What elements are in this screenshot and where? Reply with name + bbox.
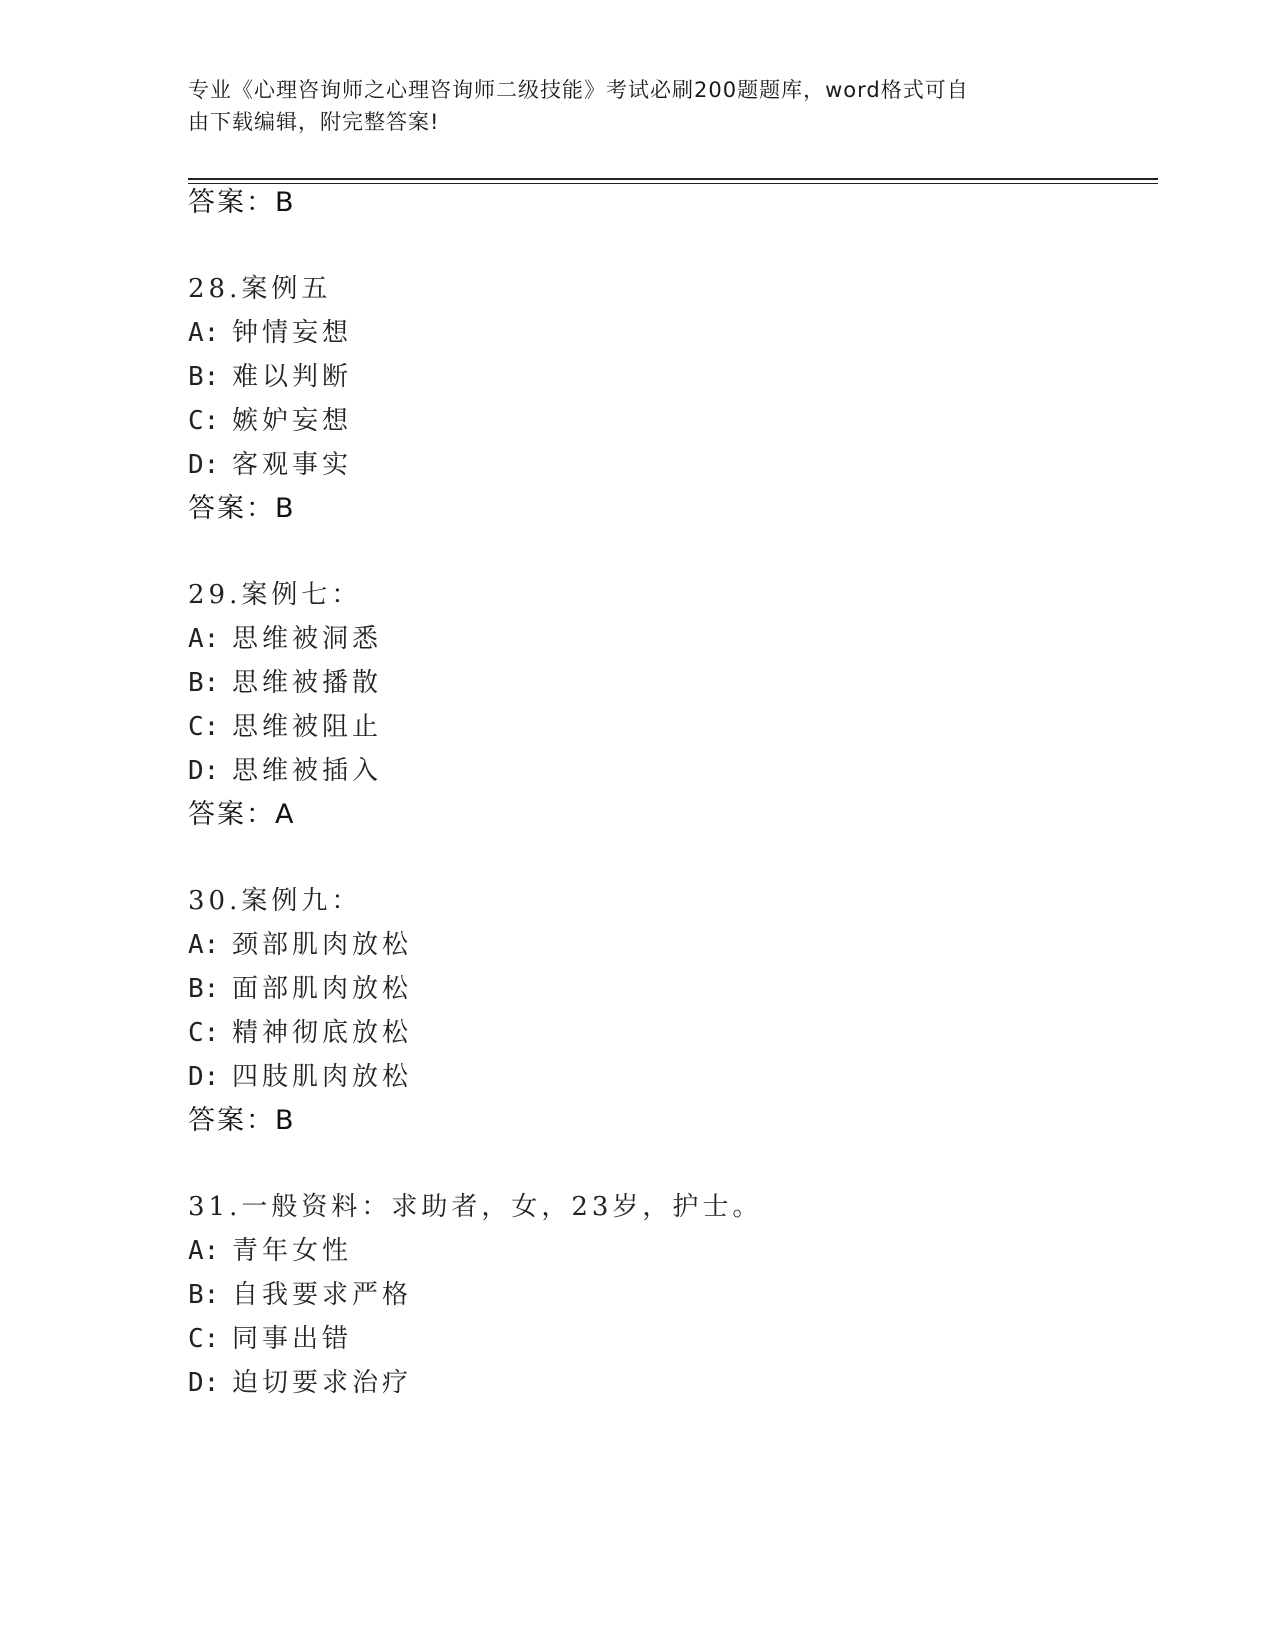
option-c bbox=[188, 404, 352, 438]
option-text: 嫉妒妄想 bbox=[232, 406, 353, 436]
answer-line: 答案：B bbox=[188, 493, 296, 524]
option-letter: C: bbox=[188, 1324, 220, 1354]
option-text: 精神彻底放松 bbox=[232, 1018, 413, 1048]
option-letter: A: bbox=[188, 930, 220, 960]
option-text: 难以判断 bbox=[232, 362, 353, 392]
document-header bbox=[188, 74, 1068, 138]
option-letter: B: bbox=[188, 668, 220, 698]
header-line-2: 由下载编辑，附完整答案! bbox=[188, 110, 440, 134]
answer-line: 答案：A bbox=[188, 799, 296, 830]
option-text: 同事出错 bbox=[232, 1324, 353, 1354]
option-d bbox=[188, 1060, 412, 1094]
option-text: 客观事实 bbox=[232, 450, 353, 480]
option-text: 四肢肌肉放松 bbox=[232, 1062, 413, 1092]
option-text: 迫切要求治疗 bbox=[232, 1368, 413, 1398]
option-d bbox=[188, 754, 382, 788]
option-letter: D: bbox=[188, 756, 220, 786]
option-text: 颈部肌肉放松 bbox=[232, 930, 413, 960]
header-line-1: 专业《心理咨询师之心理咨询师二级技能》考试必刷200题题库，word格式可自 bbox=[188, 78, 969, 102]
option-text: 思维被插入 bbox=[232, 756, 383, 786]
option-b bbox=[188, 666, 382, 700]
option-a bbox=[188, 316, 352, 350]
option-a bbox=[188, 928, 412, 962]
option-letter: B: bbox=[188, 362, 220, 392]
option-text: 钟情妄想 bbox=[232, 318, 353, 348]
answer-line: 答案：B bbox=[188, 1105, 296, 1136]
question-title: 29.案例七： bbox=[188, 580, 362, 610]
option-b bbox=[188, 1278, 412, 1312]
option-text: 青年女性 bbox=[232, 1236, 353, 1266]
option-letter: D: bbox=[188, 450, 220, 480]
option-d bbox=[188, 448, 352, 482]
option-a bbox=[188, 1234, 352, 1268]
option-text: 面部肌肉放松 bbox=[232, 974, 413, 1004]
option-letter: A: bbox=[188, 624, 220, 654]
question-title: 30.案例九： bbox=[188, 886, 362, 916]
option-a bbox=[188, 622, 382, 656]
header-divider bbox=[188, 178, 1158, 184]
option-letter: A: bbox=[188, 1236, 220, 1266]
option-letter: C: bbox=[188, 712, 220, 742]
option-letter: B: bbox=[188, 1280, 220, 1310]
option-text: 思维被洞悉 bbox=[232, 624, 383, 654]
option-letter: C: bbox=[188, 1018, 220, 1048]
option-text: 自我要求严格 bbox=[232, 1280, 413, 1310]
option-c bbox=[188, 710, 382, 744]
option-letter: A: bbox=[188, 318, 220, 348]
option-b bbox=[188, 360, 352, 394]
option-c bbox=[188, 1016, 412, 1050]
option-text: 思维被播散 bbox=[232, 668, 383, 698]
question-title: 31.一般资料：求助者，女，23岁，护士。 bbox=[188, 1192, 763, 1222]
option-letter: D: bbox=[188, 1368, 220, 1398]
option-letter: B: bbox=[188, 974, 220, 1004]
option-letter: C: bbox=[188, 406, 220, 436]
option-letter: D: bbox=[188, 1062, 220, 1092]
option-d bbox=[188, 1366, 412, 1400]
answer-line: 答案：B bbox=[188, 187, 296, 218]
question-title: 28.案例五 bbox=[188, 274, 332, 304]
option-b bbox=[188, 972, 412, 1006]
option-c bbox=[188, 1322, 352, 1356]
option-text: 思维被阻止 bbox=[232, 712, 383, 742]
